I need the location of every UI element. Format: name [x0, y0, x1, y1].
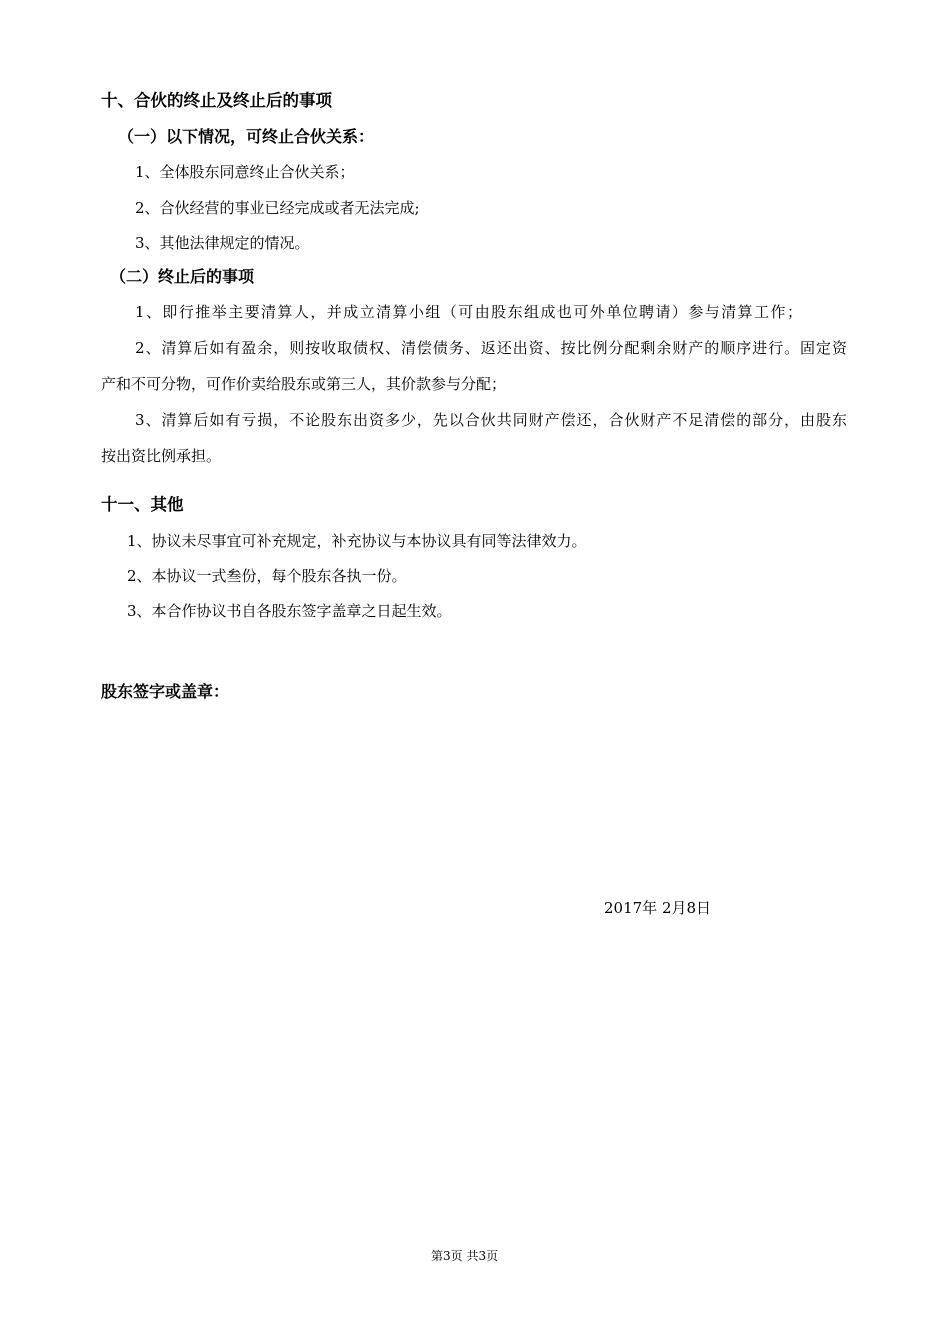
signature-label: 股东签字或盖章： [101, 682, 230, 701]
paragraph-line: 1、即行推举主要清算人，并成立清算小组（可由股东组成也可外单位聘请）参与清算工作； [135, 303, 802, 321]
list-item: 1、全体股东同意终止合伙关系； [135, 163, 355, 181]
section-11-heading: 十一、其他 [101, 495, 184, 514]
paragraph-line: 2、清算后如有盈余，则按收取债权、清偿债务、返还出资、按比例分配剩余财产的顺序进行。固定资 [135, 339, 847, 357]
paragraph-line: 3、清算后如有亏损，不论股东出资多少，先以合伙共同财产偿还，合伙财产不足清偿的部分，由股东 [135, 411, 847, 429]
paragraph-line: 产和不可分物，可作价卖给股东或第三人，其价款参与分配； [101, 375, 507, 393]
section-10-heading: 十、合伙的终止及终止后的事项 [101, 91, 332, 110]
subsection-2-heading: （二）终止后的事项 [110, 267, 255, 286]
subsection-1-heading: （一）以下情况，可终止合伙关系： [118, 127, 375, 146]
paragraph-line: 按出资比例承担。 [101, 447, 222, 465]
list-item: 3、其他法律规定的情况。 [135, 234, 310, 252]
list-item: 1、协议未尽事宜可补充规定，补充协议与本协议具有同等法律效力。 [127, 532, 587, 550]
list-item: 3、本合作协议书自各股东签字盖章之日起生效。 [127, 602, 452, 620]
list-item: 2、本协议一式叁份，每个股东各执一份。 [127, 567, 407, 585]
list-item: 2、合伙经营的事业已经完成或者无法完成; [135, 199, 420, 217]
document-date: 2017年 2月8日 [604, 899, 712, 917]
page-number: 第3页 共3页 [431, 1249, 499, 1263]
